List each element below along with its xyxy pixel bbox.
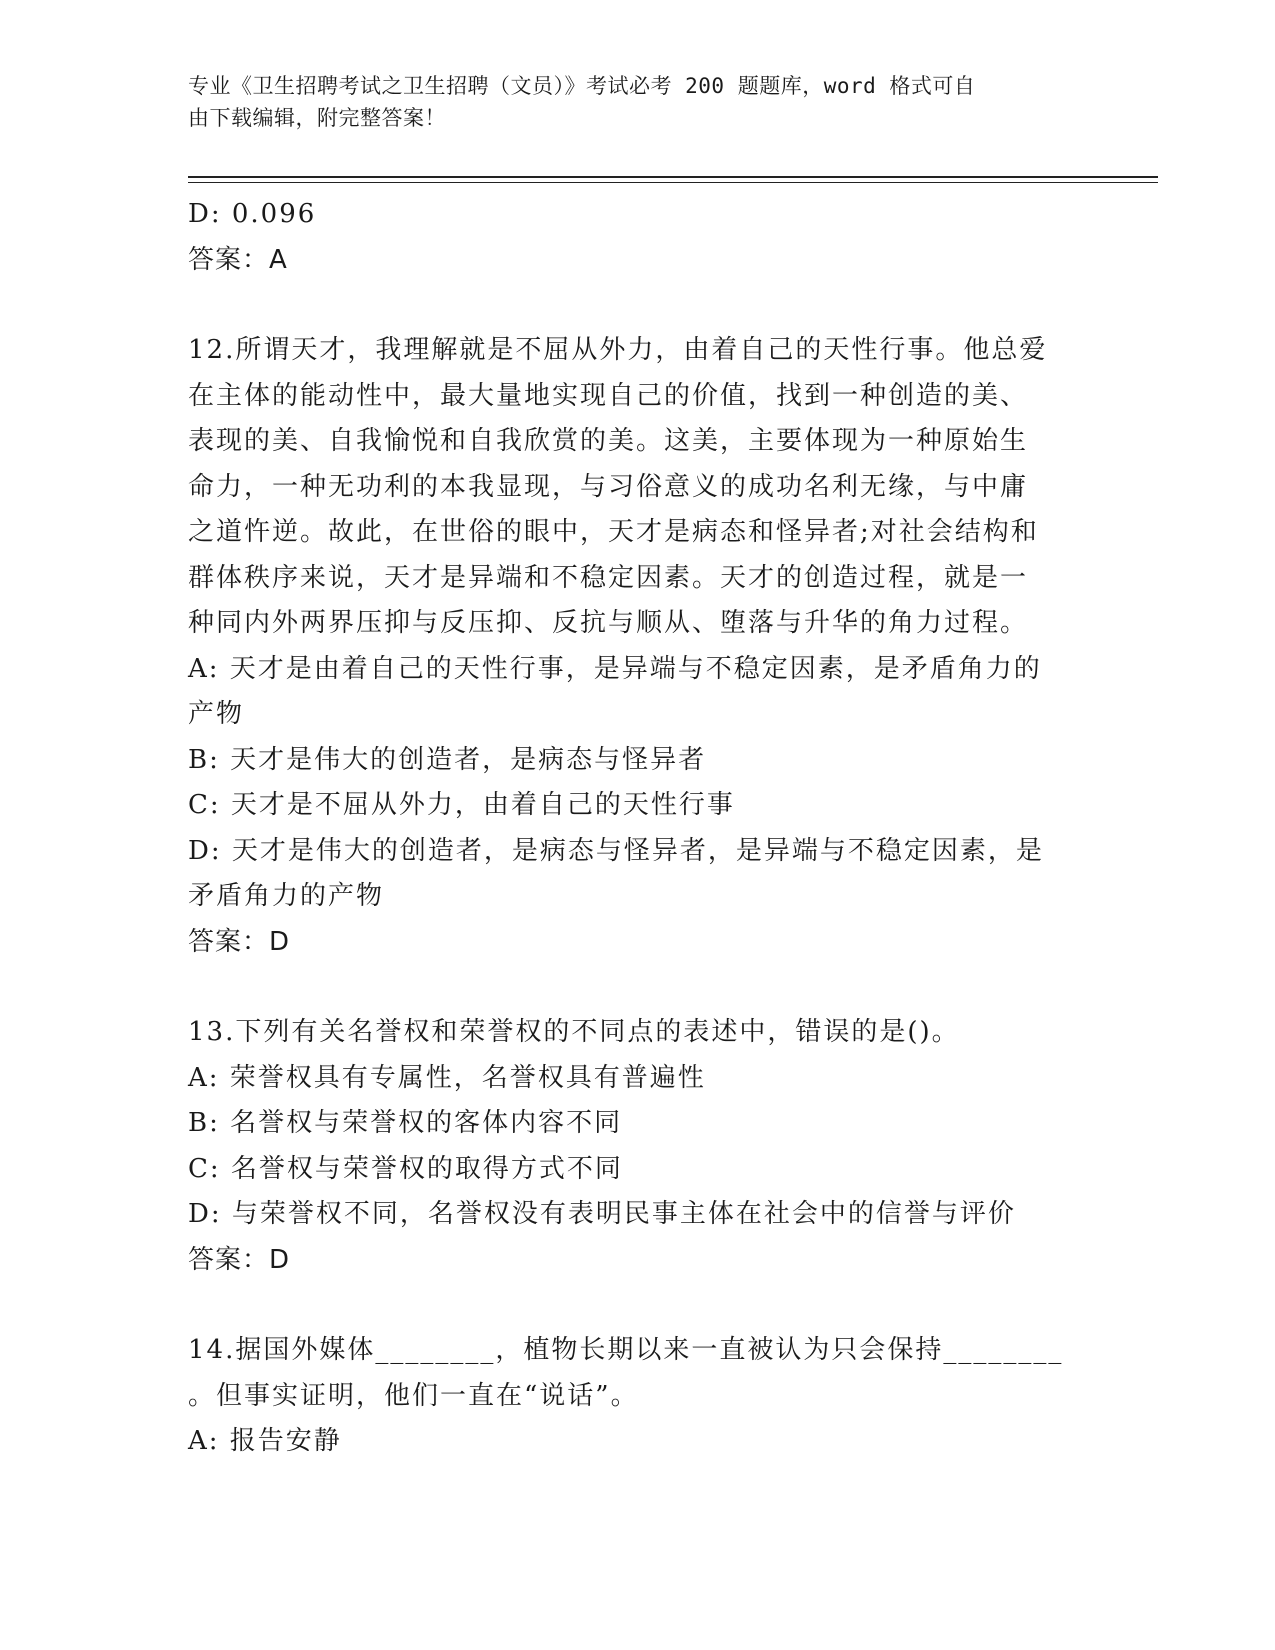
spacer (188, 965, 1088, 1010)
q13-option-a: A: 荣誉权具有专属性，名誉权具有普遍性 (188, 1062, 706, 1093)
header-divider-thick (188, 176, 1158, 178)
q14-stem-line: 。但事实证明，他们一直在“说话”。 (188, 1380, 639, 1411)
q12-option-a: A: 天才是由着自己的天性行事，是异端与不稳定因素，是矛盾角力的 (188, 653, 1042, 684)
q12-stem-line: 12.所谓天才，我理解就是不屈从外力，由着自己的天性行事。他总爱 (188, 335, 1048, 365)
q12-option-d: D: 天才是伟大的创造者，是病态与怪异者，是异端与不稳定因素，是 (188, 835, 1044, 866)
q12-option-d-cont: 矛盾角力的产物 (188, 881, 385, 911)
q11-answer: 答案：A (188, 244, 288, 275)
q12-stem-line: 种同内外两界压抑与反压抑、反抗与顺从、堕落与升华的角力过程。 (188, 608, 1029, 638)
q13-option-c: C: 名誉权与荣誉权的取得方式不同 (188, 1153, 623, 1184)
q12-option-a-cont: 产物 (188, 699, 245, 729)
q12-option-b: B: 天才是伟大的创造者，是病态与怪异者 (188, 744, 707, 775)
question-content (188, 192, 1088, 1465)
header-line-2: 由下载编辑，附完整答案！ (188, 106, 446, 130)
spacer (188, 1283, 1088, 1328)
q12-stem-line: 在主体的能动性中，最大量地实现自己的价值，找到一种创造的美、 (188, 380, 1029, 411)
page-header (188, 70, 1088, 134)
q14-stem-line: 14.据国外媒体________，植物长期以来一直被认为只会保持________ (188, 1335, 1064, 1365)
q14-option-a: A: 报告安静 (188, 1426, 342, 1456)
q12-stem-line: 群体秩序来说，天才是异端和不稳定因素。天才的创造过程，就是一 (188, 562, 1029, 593)
q13-answer: 答案：D (188, 1244, 291, 1275)
q12-option-c: C: 天才是不屈从外力，由着自己的天性行事 (188, 790, 735, 820)
q11-option-d: D: 0.096 (188, 199, 317, 229)
q13-stem: 13.下列有关名誉权和荣誉权的不同点的表述中，错误的是()。 (188, 1017, 960, 1047)
spacer (188, 283, 1088, 328)
question-12 (188, 328, 1088, 965)
header-divider-thin (188, 182, 1158, 183)
q12-answer: 答案：D (188, 926, 291, 957)
q12-stem-line: 表现的美、自我愉悦和自我欣赏的美。这美，主要体现为一种原始生 (188, 426, 1029, 456)
q12-stem-line: 之道忤逆。故此，在世俗的眼中，天才是病态和怪异者;对社会结构和 (188, 517, 1039, 547)
q12-stem-line: 命力，一种无功利的本我显现，与习俗意义的成功名利无缘，与中庸 (188, 471, 1029, 502)
q13-option-b: B: 名誉权与荣誉权的客体内容不同 (188, 1108, 623, 1138)
q13-option-d: D: 与荣誉权不同，名誉权没有表明民事主体在社会中的信誉与评价 (188, 1199, 1016, 1229)
question-13 (188, 1010, 1088, 1283)
question-14 (188, 1328, 1088, 1465)
header-line-1: 专业《卫生招聘考试之卫生招聘（文员）》考试必考 200 题题库，word 格式可自 (188, 74, 976, 98)
